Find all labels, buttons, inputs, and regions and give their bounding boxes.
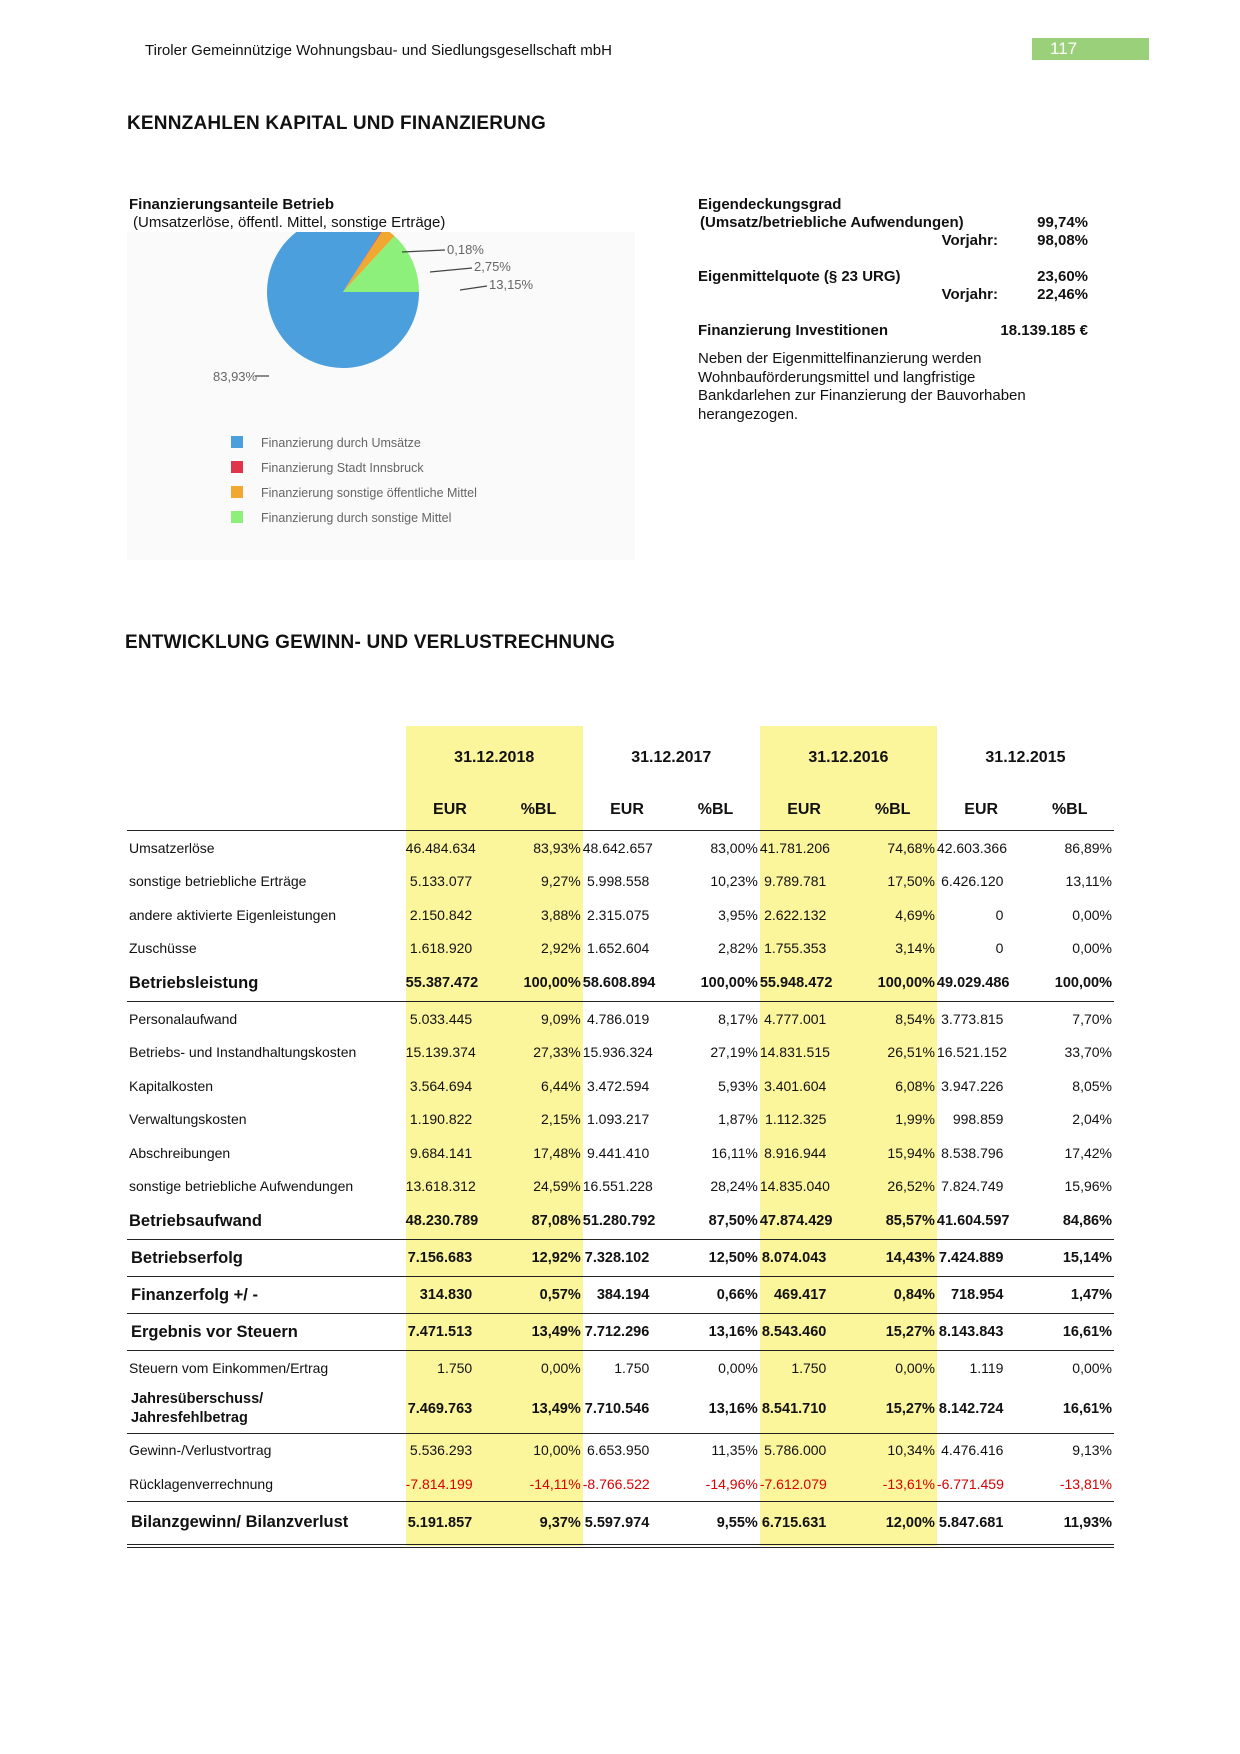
cell-eur: 1.190.822 [406,1103,495,1137]
cell-pct: 3,88% [494,898,583,932]
cell-eur: 9.684.141 [406,1136,495,1170]
cell-pct: 27,19% [710,1044,758,1061]
cell-eur: 8.142.724 [937,1385,1026,1434]
cell-eur: 4.476.416 [941,1442,1004,1459]
cell-pct: 87,08% [494,1203,583,1240]
cell-eur: 7.424.889 [937,1240,1026,1277]
cell-pct: 0,66% [671,1277,760,1314]
invest-value: 18.139.185 € [1000,322,1088,339]
row-label: Bilanzgewinn/ Bilanzverlust [127,1501,406,1546]
cell-pct: 11,93% [1025,1501,1114,1546]
eigenmittel-value: 23,60% [1037,268,1088,285]
cell-eur: -7.814.199 [406,1467,495,1501]
cell-pct: 1,47% [1025,1277,1114,1314]
legend-label: Finanzierung Stadt Innsbruck [261,461,424,475]
table-row [127,1385,1114,1434]
cell-pct: 86,89% [1064,839,1112,856]
cell-eur: 55.387.472 [406,965,495,1002]
cell-eur: 7.471.513 [406,1314,495,1351]
table-row [127,1433,1114,1467]
cell-pct: 12,50% [671,1240,760,1277]
cell-eur: 8.543.460 [760,1314,849,1351]
cell-pct: 0,00% [494,1351,583,1385]
cell-eur: 5.597.974 [583,1501,672,1546]
cell-eur: 5.133.077 [406,865,495,899]
cell-eur: 7.328.102 [583,1240,672,1277]
vorjahr-label-2: Vorjahr: [941,286,998,303]
cell-pct: 1,87% [718,1111,758,1128]
legend-swatch [231,436,243,448]
cell-pct: 15,27% [848,1314,937,1351]
table-row [127,1069,1114,1103]
cell-pct: 15,14% [1025,1240,1114,1277]
cell-eur: 7.469.763 [406,1385,495,1434]
header-empty [127,726,406,790]
cell-eur: 3.773.815 [941,1010,1004,1027]
cell-eur: 2.315.075 [586,906,650,923]
cell-eur: 1.755.353 [760,932,849,966]
table-row [127,1351,1114,1385]
cell-eur: 48.230.789 [406,1203,495,1240]
slice-value-label: 13,15% [489,277,534,292]
row-label: Gewinn-/Verlustvortrag [129,1442,272,1459]
table-header-years [127,726,1114,790]
eigendeckung-prev: 98,08% [1037,232,1088,249]
row-label: Personalaufwand [129,1010,238,1027]
cell-pct: 15,96% [1064,1178,1112,1195]
cell-eur: 2.622.132 [760,898,849,932]
cell-pct: 13,11% [1065,873,1112,890]
cell-pct: 100,00% [848,965,937,1002]
cell-eur: 13.618.312 [406,1170,495,1204]
cell-eur: 3.472.594 [586,1077,650,1094]
cell-pct: 5,93% [718,1077,758,1094]
cell-eur: 41.781.206 [760,831,849,865]
cell-eur: 6.426.120 [941,873,1004,890]
col-eur: EUR [760,790,849,831]
col-eur: EUR [583,790,672,831]
cell-pct: -14,11% [494,1467,583,1501]
cell-pct: 2,92% [494,932,583,966]
row-label: sonstige betriebliche Erträge [129,873,307,890]
cell-eur: 5.536.293 [406,1433,495,1467]
cell-eur: 14.835.040 [760,1170,849,1204]
table-row [127,865,1114,899]
cell-pct: 12,92% [494,1240,583,1277]
cell-pct: 83,93% [494,831,583,865]
cell-eur: 1.112.325 [760,1103,849,1137]
cell-pct: 26,52% [848,1170,937,1204]
cell-pct: 9,37% [494,1501,583,1546]
pie-chart [127,232,635,560]
cell-pct: 8,54% [848,1002,937,1036]
cell-pct: 9,27% [494,865,583,899]
slice-value-label: 2,75% [474,259,511,274]
cell-eur: 8.916.944 [760,1136,849,1170]
cell-eur: 314.830 [406,1277,495,1314]
cell-pct: 0,00% [718,1359,758,1376]
cell-pct: 2,15% [494,1103,583,1137]
cell-eur: 0 [995,906,1004,923]
table-row [127,1036,1114,1070]
cell-eur: 5.033.445 [406,1002,495,1036]
cell-pct: 100,00% [671,965,760,1002]
cell-eur: 3.564.694 [406,1069,495,1103]
chart-caption [129,196,445,232]
cell-eur: 46.484.634 [406,831,495,865]
cell-eur: 9.789.781 [760,865,849,899]
year-header-2018: 31.12.2018 [406,726,583,790]
cell-eur: 16.521.152 [936,1044,1007,1061]
cell-pct: 28,24% [710,1178,758,1195]
cell-eur: 48.642.657 [582,839,653,856]
cell-eur: -6.771.459 [936,1475,1004,1492]
cell-eur: 1.750 [406,1351,495,1385]
eigenmittel-label: Eigenmittelquote (§ 23 URG) [698,268,901,285]
financing-note: Neben der Eigenmittelfinanzierung werden Wohnbauförderungsmittel und langfristige Bankdarlehen zur Finanzierung der Bauvorhaben herangezogen. [698,350,1026,423]
cell-pct: 83,00% [710,839,758,856]
cell-eur: 5.786.000 [760,1433,849,1467]
cell-eur: 8.074.043 [760,1240,849,1277]
row-label: Finanzerfolg +/ - [127,1277,406,1314]
income-statement-table [127,726,1114,1548]
col-pct: %BL [671,790,760,831]
page-number: 117 [1032,38,1149,60]
cell-pct: 13,16% [671,1385,760,1434]
eigendeckung-label: Eigendeckungsgrad [698,196,842,213]
legend-swatch [231,486,243,498]
year-header-2016: 31.12.2016 [760,726,937,790]
table-row [127,1103,1114,1137]
cell-pct: 84,86% [1062,1213,1112,1229]
row-label: Steuern vom Einkommen/Ertrag [129,1359,329,1376]
cell-eur: 1.750 [760,1351,849,1385]
cell-pct: 11,35% [711,1442,758,1459]
slice-value-label: 0,18% [447,242,484,257]
cell-pct: 17,48% [494,1136,583,1170]
cell-pct: 16,11% [711,1144,758,1161]
cell-eur: 7.712.296 [583,1314,672,1351]
cell-eur: 7.824.749 [941,1178,1004,1195]
header-empty-2 [127,790,406,831]
row-label: Abschreibungen [129,1144,231,1161]
cell-pct: 27,33% [494,1036,583,1070]
cell-pct: 0,57% [494,1277,583,1314]
cell-pct: 33,70% [1064,1044,1112,1061]
cell-eur: 718.954 [937,1277,1026,1314]
header-company: Tiroler Gemeinnützige Wohnungsbau- und Siedlungsgesellschaft mbH [145,42,612,59]
table-row [127,965,1114,1002]
cell-pct: 4,69% [848,898,937,932]
cell-eur: 1.618.920 [406,932,495,966]
cell-pct: 6,44% [494,1069,583,1103]
cell-eur: -8.766.522 [582,1475,650,1492]
cell-eur: 14.831.515 [760,1036,849,1070]
cell-pct: 3,14% [848,932,937,966]
cell-pct: 2,04% [1072,1111,1112,1128]
cell-eur: 15.139.374 [406,1036,495,1070]
cell-pct: 1,99% [848,1103,937,1137]
cell-pct: 24,59% [494,1170,583,1204]
cell-pct: 3,95% [718,906,758,923]
table-row [127,1203,1114,1240]
cell-pct: -13,61% [848,1467,937,1501]
cell-eur: 51.280.792 [582,1213,656,1229]
row-label-line1: Jahresüberschuss/ [131,1390,264,1407]
income-statement-body [127,726,1114,1546]
cell-eur: 47.874.429 [760,1203,849,1240]
key-figures [698,196,1088,424]
cell-eur: 998.859 [952,1111,1004,1128]
cell-pct: 14,43% [848,1240,937,1277]
cell-eur: 1.750 [614,1359,650,1376]
leader-line [430,268,472,272]
eigenmittel-prev: 22,46% [1037,286,1088,303]
row-label: Betriebs- und Instandhaltungskosten [129,1044,357,1061]
cell-eur: 4.786.019 [586,1010,650,1027]
cell-eur: 0 [995,940,1004,957]
cell-eur: 15.936.324 [582,1044,653,1061]
table-row [127,932,1114,966]
section-title-kennzahlen: KENNZAHLEN KAPITAL UND FINANZIERUNG [127,113,547,134]
cell-pct: 16,61% [1025,1385,1114,1434]
cell-pct: 17,42% [1064,1144,1112,1161]
cell-eur: 8.143.843 [937,1314,1026,1351]
table-row [127,1240,1114,1277]
cell-pct: 9,55% [671,1501,760,1546]
pie-chart-box [127,232,635,560]
legend-label: Finanzierung durch Umsätze [261,436,421,450]
cell-pct: 2,82% [718,940,758,957]
cell-eur: 5.998.558 [586,873,650,890]
cell-pct: 0,00% [1072,1359,1112,1376]
cell-pct: 10,23% [710,873,758,890]
cell-pct: 13,49% [494,1385,583,1434]
slice-value-label: 83,93% [213,369,258,384]
cell-eur: 1.093.217 [586,1111,650,1128]
cell-pct: 8,05% [1072,1077,1112,1094]
table-header-units [127,790,1114,831]
year-header-2017: 31.12.2017 [631,749,712,766]
row-label: andere aktivierte Eigenleistungen [129,906,337,923]
cell-eur: 6.715.631 [760,1501,849,1546]
legend-label: Finanzierung durch sonstige Mittel [261,511,452,525]
row-label: Verwaltungskosten [129,1111,247,1128]
row-label: Umsatzerlöse [129,839,215,856]
cell-eur: 42.603.366 [936,839,1007,856]
cell-pct: 15,94% [848,1136,937,1170]
row-label [127,1385,406,1434]
cell-pct: 9,09% [494,1002,583,1036]
cell-pct: 9,13% [1072,1442,1112,1459]
cell-pct: 0,00% [1072,940,1112,957]
cell-eur: 2.150.842 [406,898,495,932]
legend-label: Finanzierung sonstige öffentliche Mittel [261,486,477,500]
cell-eur: 7.156.683 [406,1240,495,1277]
cell-pct: 10,00% [494,1433,583,1467]
cell-pct: 0,84% [848,1277,937,1314]
cell-eur: 6.653.950 [586,1442,650,1459]
row-label: Ergebnis vor Steuern [127,1314,406,1351]
cell-eur: 7.710.546 [583,1385,672,1434]
cell-eur: -7.612.079 [760,1467,849,1501]
leader-line [402,250,445,252]
cell-eur: 55.948.472 [760,965,849,1002]
cell-pct: 17,50% [848,865,937,899]
cell-eur: 1.119 [969,1359,1004,1376]
table-row [127,1314,1114,1351]
cell-eur: 5.847.681 [937,1501,1026,1546]
cell-pct: 100,00% [494,965,583,1002]
cell-eur: 8.538.796 [941,1144,1004,1161]
row-label: Betriebserfolg [127,1240,406,1277]
row-label: sonstige betriebliche Aufwendungen [129,1178,354,1195]
cell-pct: 12,00% [848,1501,937,1546]
vorjahr-label: Vorjahr: [941,232,998,249]
cell-eur: 8.541.710 [760,1385,849,1434]
table-row [127,1467,1114,1501]
table-row [127,1501,1114,1546]
cell-pct: 87,50% [708,1213,758,1229]
cell-eur: 3.401.604 [760,1069,849,1103]
cell-eur: 5.191.857 [406,1501,495,1546]
col-pct: %BL [848,790,937,831]
chart-subtitle: (Umsatzerlöse, öffentl. Mittel, sonstige Erträge) [133,214,446,231]
cell-pct: 16,61% [1025,1314,1114,1351]
row-label: Betriebsaufwand [129,1211,262,1230]
row-label: Kapitalkosten [129,1077,214,1094]
row-label-line2: Jahresfehlbetrag [131,1409,248,1426]
cell-pct: 8,17% [718,1010,758,1027]
invest-label: Finanzierung Investitionen [698,322,889,339]
table-row [127,898,1114,932]
cell-pct: 74,68% [848,831,937,865]
cell-eur: 4.777.001 [760,1002,849,1036]
cell-pct: 7,70% [1072,1010,1112,1027]
cell-eur: 41.604.597 [936,1213,1010,1229]
col-eur: EUR [937,790,1026,831]
cell-pct: 26,51% [848,1036,937,1070]
cell-pct: -13,81% [1059,1475,1112,1492]
cell-eur: 384.194 [583,1277,672,1314]
col-pct: %BL [494,790,583,831]
table-row [127,1002,1114,1036]
cell-eur: 58.608.894 [583,965,672,1002]
table-row [127,831,1114,865]
cell-pct: 13,49% [494,1314,583,1351]
eigendeckung-sub: (Umsatz/betriebliche Aufwendungen) [700,214,964,231]
row-label: Rücklagenverrechnung [129,1475,273,1492]
legend-swatch [231,461,243,473]
section-title-guv: ENTWICKLUNG GEWINN- UND VERLUSTRECHNUNG [125,632,616,653]
chart-title: Finanzierungsanteile Betrieb [129,196,335,213]
cell-pct: 6,08% [848,1069,937,1103]
year-header-2015: 31.12.2015 [985,749,1066,766]
cell-pct: 100,00% [1025,965,1114,1002]
cell-pct: 0,00% [848,1351,937,1385]
cell-pct: 10,34% [848,1433,937,1467]
row-label: Betriebsleistung [127,965,406,1002]
cell-eur: 469.417 [760,1277,849,1314]
col-pct: %BL [1025,790,1114,831]
eigendeckung-value: 99,74% [1037,214,1088,231]
cell-eur: 9.441.410 [586,1144,650,1161]
cell-pct: 0,00% [1072,906,1112,923]
cell-eur: 49.029.486 [937,965,1026,1002]
table-row [127,1277,1114,1314]
cell-pct: 85,57% [848,1203,937,1240]
cell-pct: 15,27% [848,1385,937,1434]
cell-eur: 1.652.604 [586,940,650,957]
cell-eur: 16.551.228 [582,1178,653,1195]
cell-pct: 13,16% [671,1314,760,1351]
table-row [127,1136,1114,1170]
leader-line [460,286,487,290]
cell-pct: -14,96% [705,1475,758,1492]
col-eur: EUR [406,790,495,831]
table-row [127,1170,1114,1204]
row-label: Zuschüsse [129,940,197,957]
legend-swatch [231,511,243,523]
cell-eur: 3.947.226 [941,1077,1004,1094]
